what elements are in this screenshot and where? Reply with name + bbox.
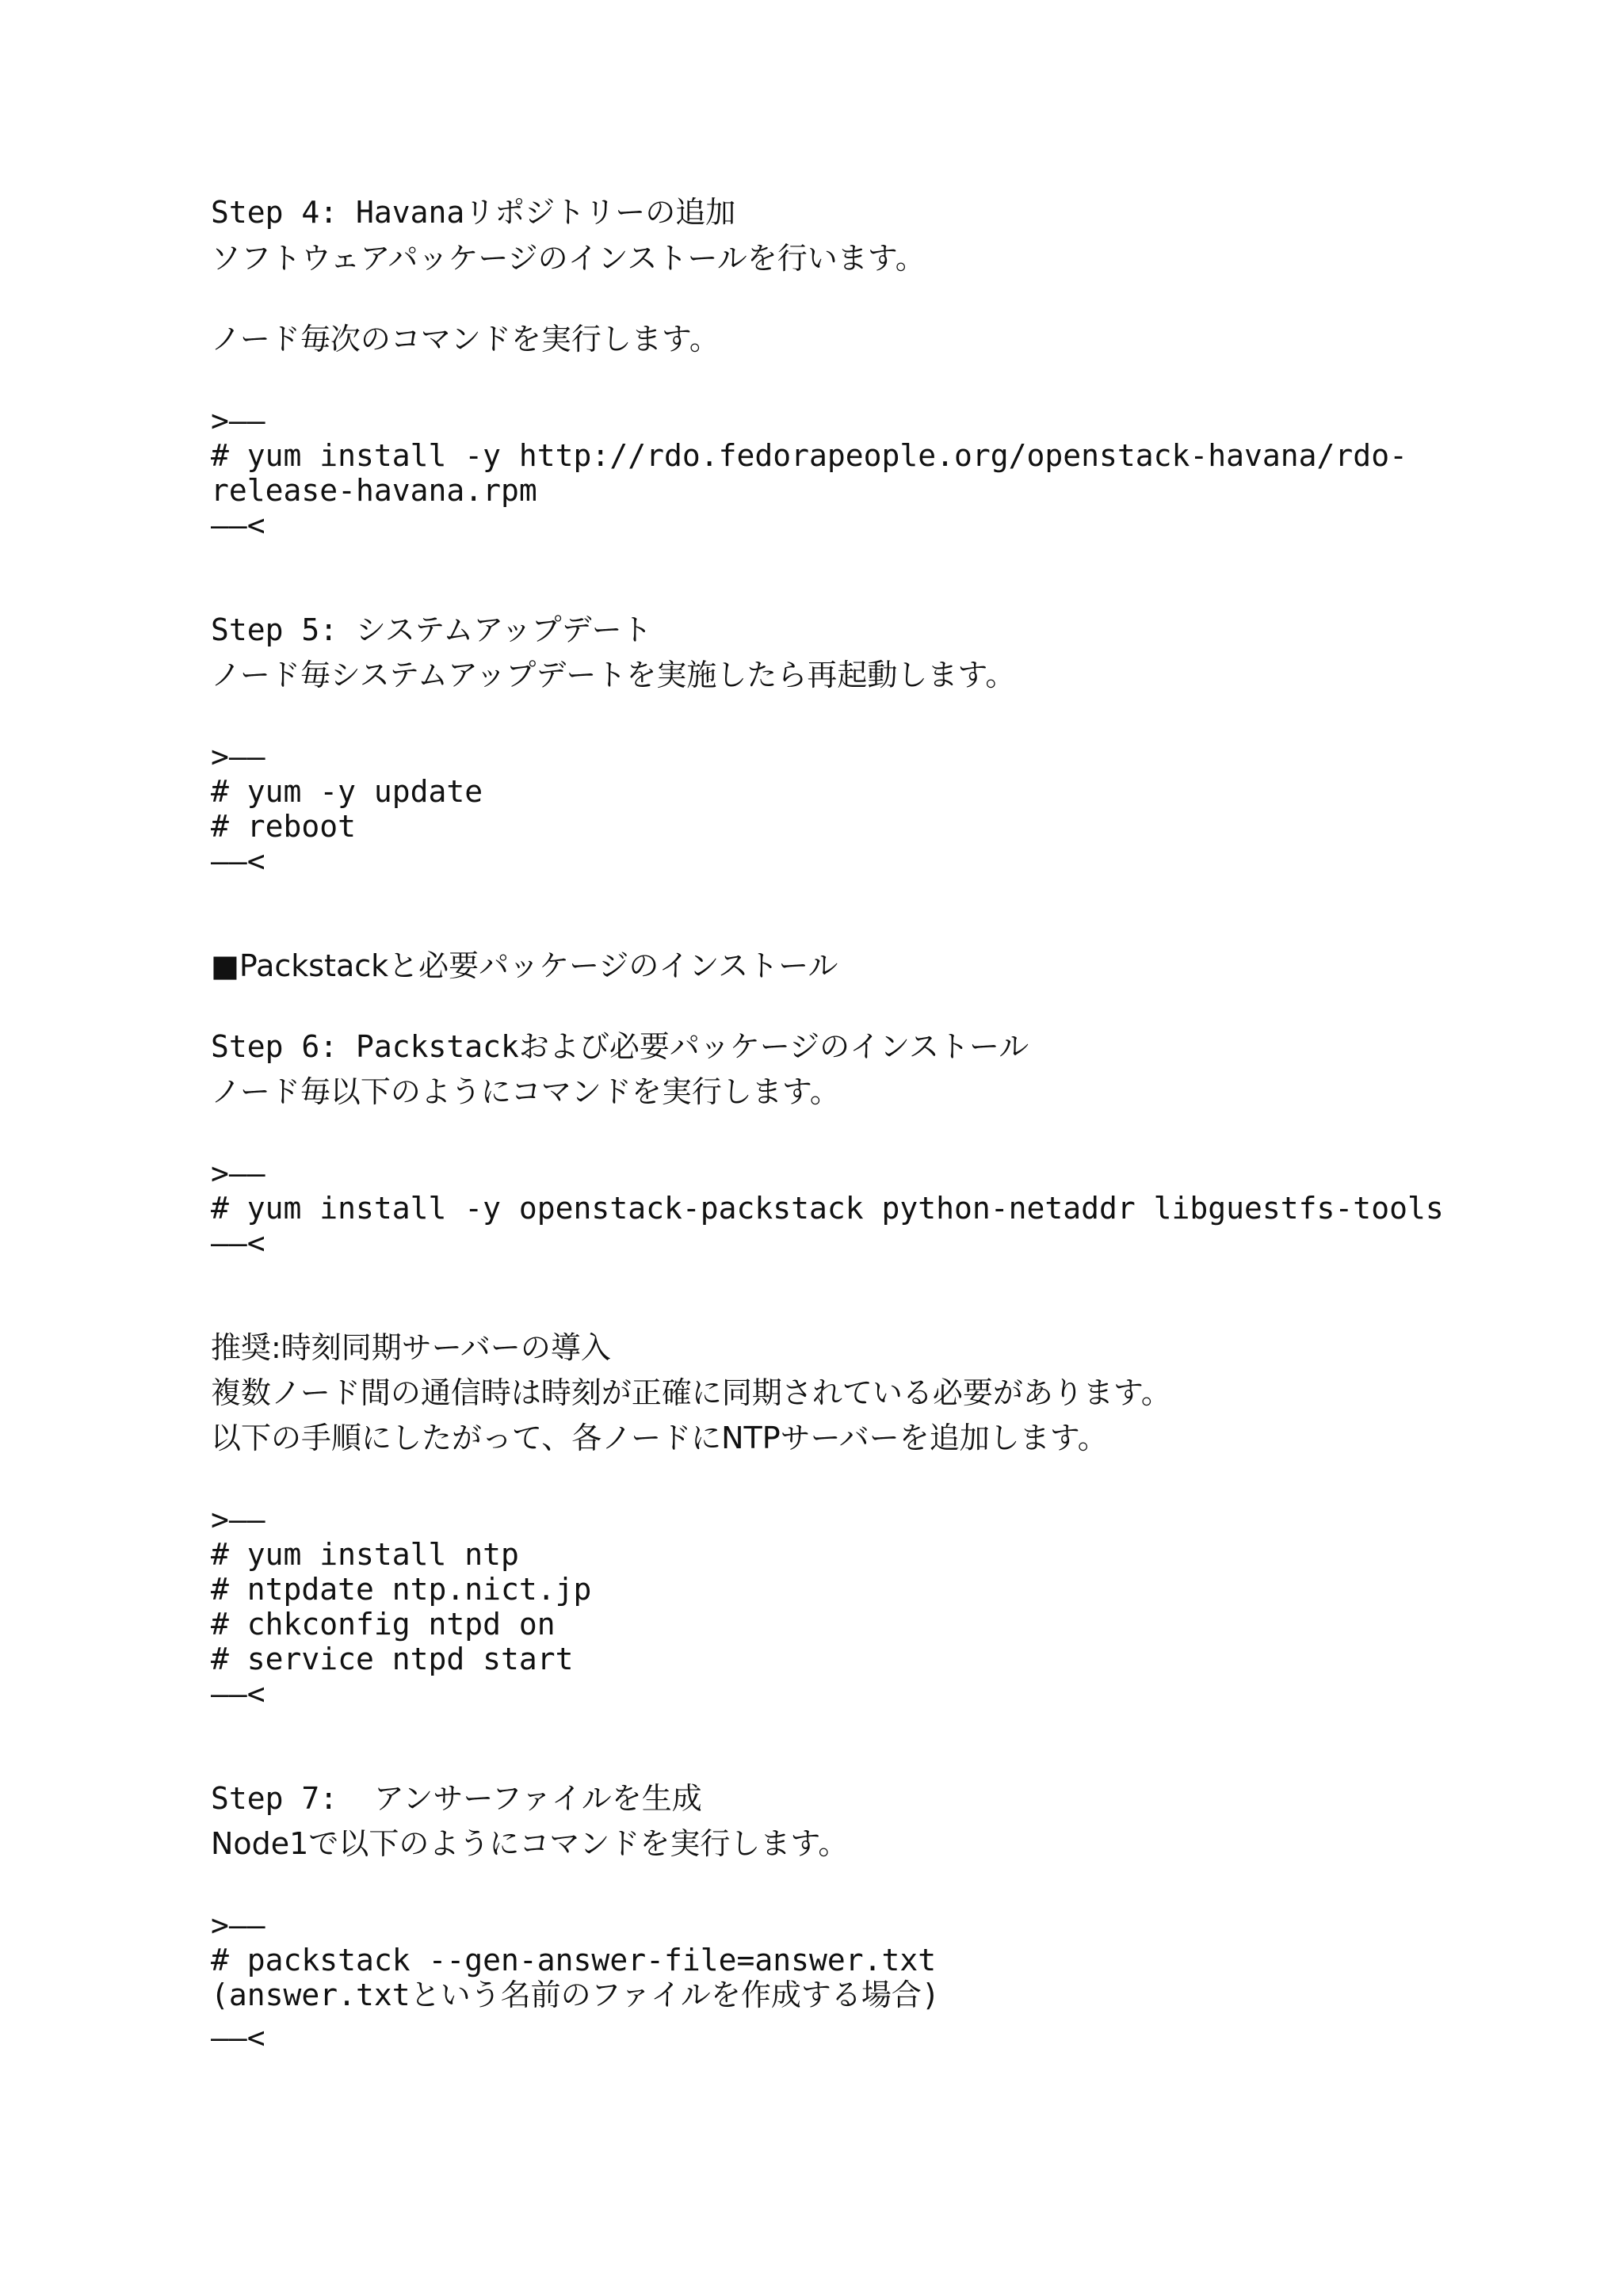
code-close-marker: ––< bbox=[211, 1676, 265, 1711]
code-line: # yum install ntp bbox=[211, 1537, 519, 1572]
recommend-heading: 推奨:時刻同期サーバーの導入 bbox=[211, 1330, 611, 1365]
code-line: # yum install -y http://rdo.fedorapeople.org/openstack-havana/rdo- bbox=[211, 438, 1407, 473]
step7-description: Node1で以下のようにコマンドを実行します。 bbox=[211, 1826, 849, 1861]
code-line: # chkconfig ntpd on bbox=[211, 1607, 556, 1642]
code-line: release-havana.rpm bbox=[211, 473, 537, 508]
step4-heading: Step 4: Havanaリポジトリーの追加 bbox=[211, 195, 736, 230]
code-close-marker: ––< bbox=[211, 2020, 265, 2055]
code-close-marker: ––< bbox=[211, 508, 265, 543]
code-open-marker: >–– bbox=[211, 739, 265, 774]
step5-heading: Step 5: システムアップデート bbox=[211, 612, 652, 647]
code-line: # packstack --gen-answer-file=answer.txt bbox=[211, 1943, 937, 1978]
step4-instruction: ノード毎次のコマンドを実行します。 bbox=[211, 322, 720, 357]
section-title: ■Packstackと必要パッケージのインストール bbox=[211, 948, 838, 983]
code-close-marker: ––< bbox=[211, 1226, 265, 1261]
step5-description: ノード毎システムアップデートを実施したら再起動します。 bbox=[211, 658, 1016, 692]
recommend-instruction: 以下の手順にしたがって、各ノードにNTPサーバーを追加します。 bbox=[211, 1421, 1108, 1455]
code-line: # yum -y update bbox=[211, 774, 483, 809]
code-close-marker: ––< bbox=[211, 844, 265, 879]
step4-description: ソフトウェアパッケージのインストールを行います。 bbox=[211, 241, 926, 276]
code-open-marker: >–– bbox=[211, 1908, 265, 1943]
code-open-marker: >–– bbox=[211, 1502, 265, 1537]
step7-heading: Step 7: アンサーファイルを生成 bbox=[211, 1781, 702, 1816]
code-line: # yum install -y openstack-packstack python-netaddr libguestfs-tools bbox=[211, 1191, 1444, 1226]
code-line: # reboot bbox=[211, 809, 357, 844]
step6-description: ノード毎以下のようにコマンドを実行します。 bbox=[211, 1074, 840, 1109]
code-line: # ntpdate ntp.nict.jp bbox=[211, 1572, 592, 1607]
code-open-marker: >–– bbox=[211, 403, 265, 438]
code-line: # service ntpd start bbox=[211, 1642, 574, 1676]
recommend-description: 複数ノード間の通信時は時刻が正確に同期されている必要があります。 bbox=[211, 1375, 1171, 1410]
code-line: (answer.txtという名前のファイルを作成する場合) bbox=[211, 1978, 940, 2012]
code-open-marker: >–– bbox=[211, 1156, 265, 1191]
step6-heading: Step 6: Packstackおよび必要パッケージのインストール bbox=[211, 1029, 1029, 1064]
